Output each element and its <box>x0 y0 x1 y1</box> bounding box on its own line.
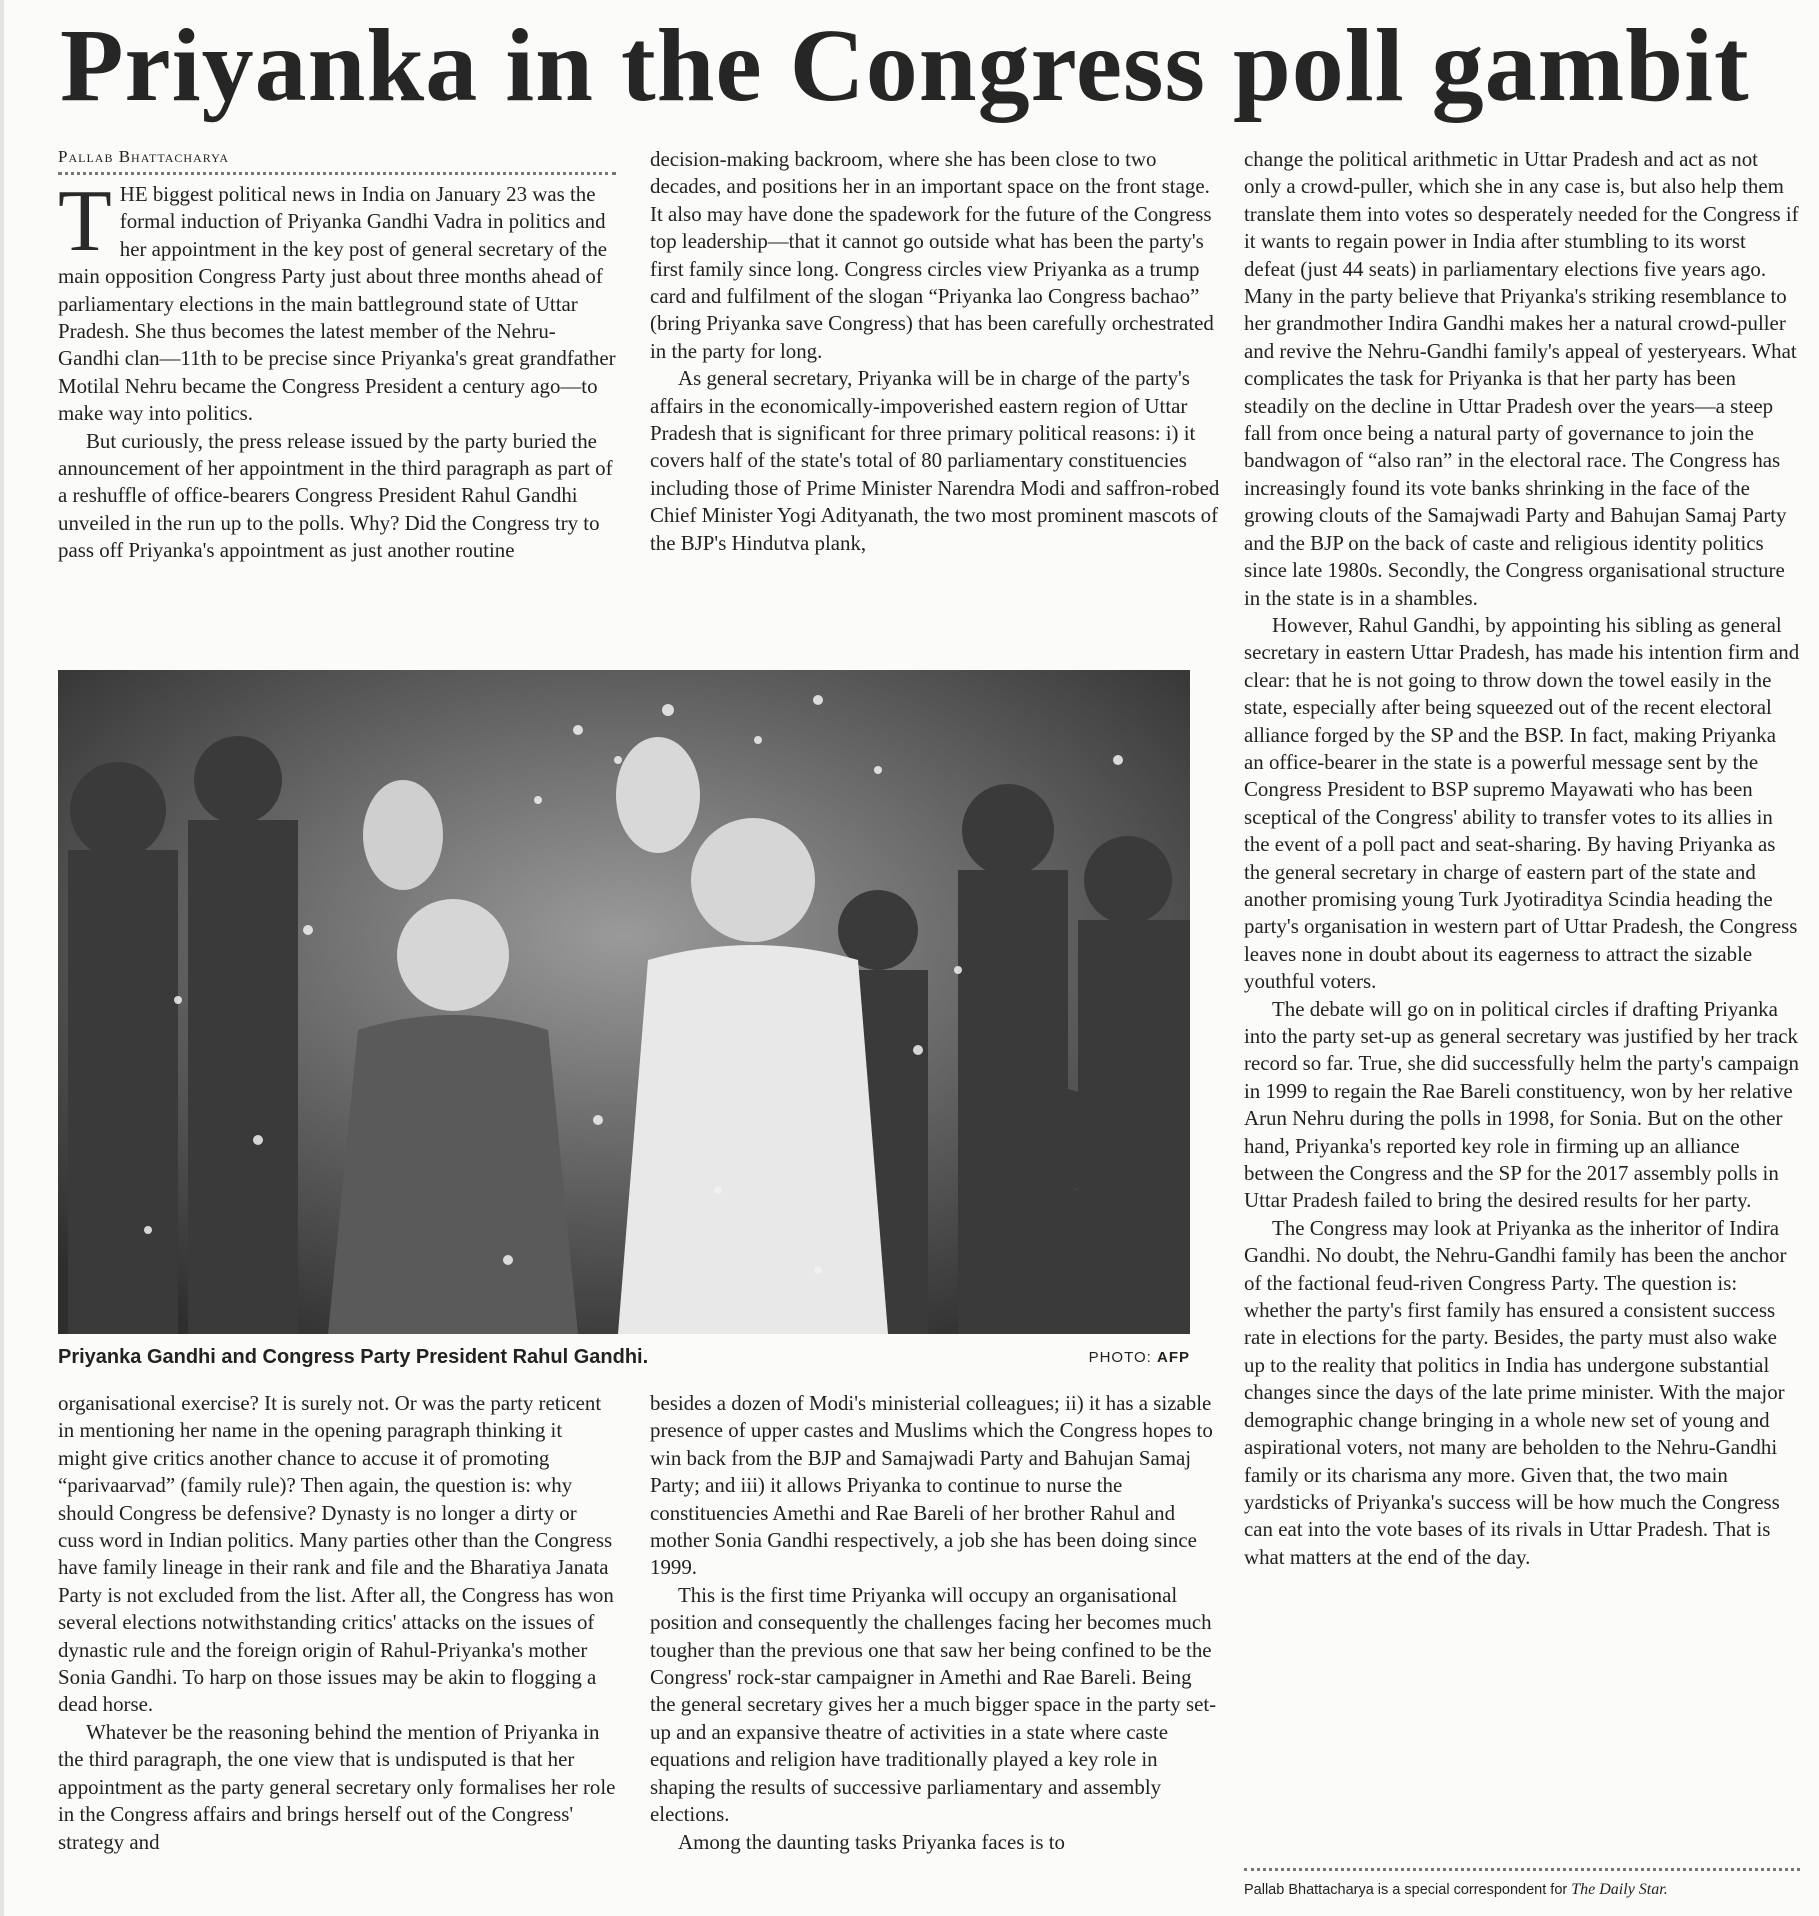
photo-illustration <box>58 670 1190 1334</box>
byline: Pallab Bhattacharya <box>58 146 616 175</box>
paragraph: decision-making backroom, where she has been close to two decades, and positions her in an important space on the front stage. It also may have done the spadework for the future of the Congress top leadership—that it cannot go outside what has been the party's first family since long. Congress circles view Priyanka as a trump card and fulfilment of the slogan “Priyanka lao Congress bachao” (bring Priyanka save Congress) that has been carefully orchestrated in the party for long. <box>650 147 1214 363</box>
paragraph: change the political arithmetic in Uttar Pradesh and act as not only a crowd-puller, which she in any case is, but also help them translate them into votes so desperately needed for the Congress if it wants to regain power in India after stumbling to its worst defeat (just 44 seats) in parliamentary elections five years ago. Many in the party believe that Priyanka's striking resemblance to her grandmother Indira Gandhi makes her a natural crowd-puller and revive the Nehru-Gandhi family's appeal of yesteryears. What complicates the task for Priyanka is that her party has been steadily on the decline in Uttar Pradesh over the years—a steep fall from once being a natural party of governance to join the bandwagon of “also ran” in the electoral race. The Congress has increasingly found its vote banks shrinking in the face of the growing clouts of the Samajwadi Party and Bahujan Samaj Party and the BJP on the back of caste and religious identity politics since late 1980s. Secondly, the Congress organisational structure in the state is in a shambles. <box>1244 147 1799 610</box>
article-column-4 <box>58 1390 616 1856</box>
paragraph: As general secretary, Priyanka will be in charge of the party's affairs in the economically-impoverished eastern region of Uttar Pradesh that is significant for three primary political reasons: i) it covers half of the state's total of 80 parliamentary constituencies including those of Prime Minister Narendra Modi and saffron-robed Chief Minister Yogi Adityanath, the two most prominent mascots of the BJP's Hindutva plank, <box>650 366 1220 555</box>
paragraph: organisational exercise? It is surely not. Or was the party reticent in mentioning her name in the opening paragraph thinking it might give critics another chance to accuse it of promoting “parivaarvad” (family rule)? Then again, the question is: why should Congress be defensive? Dynasty is no longer a dirty or cuss word in Indian politics. Many parties other than the Congress have family lineage in their rank and file and the Bharatiya Janata Party is not excluded from the list. After all, the Congress has won several elections notwithstanding critics' attacks on the issues of dynastic rule and the foreign origin of Rahul-Priyanka's mother Sonia Gandhi. To harp on those issues may be akin to flogging a dead horse. <box>58 1391 614 1717</box>
page-edge <box>0 0 4 1916</box>
article-column-3 <box>1244 146 1800 1571</box>
article-column-2 <box>650 146 1220 557</box>
headline: Priyanka in the Congress poll gambit <box>60 8 1750 123</box>
paragraph: besides a dozen of Modi's ministerial colleagues; ii) it has a sizable presence of upper castes and Muslims which the Congress hopes to win back from the BJP and Samajwadi Party and Bahujan Samaj Party; and iii) it allows Priyanka to continue to nurse the constituencies Amethi and Rae Bareli of her brother Rahul and mother Sonia Gandhi respectively, a job she has been doing since 1999. <box>650 1391 1213 1580</box>
news-photo <box>58 670 1190 1334</box>
author-footnote: Pallab Bhattacharya is a special correspondent for The Daily Star. <box>1244 1881 1668 1898</box>
paragraph: The Congress may look at Priyanka as the inheritor of Indira Gandhi. No doubt, the Nehru-Gandhi family has been the anchor of the factional feud-riven Congress Party. The question is: whether the party's first family has ensured a consistent success rate in elections for the party. Besides, the party must also wake up to the reality that politics in India has undergone substantial changes since the days of the late prime minister. With the major demographic change bringing in a whole new set of young and aspirational voters, not many are beholden to the Nehru-Gandhi family or its charisma any more. Given that, the two main yardsticks of Priyanka's success will be how much the Congress can eat into the vote bases of its rivals in Uttar Pradesh. That is what matters at the end of the day. <box>1244 1215 1787 1569</box>
paragraph: The debate will go on in political circles if drafting Priyanka into the party set-up as general secretary was justified by her track record so far. True, she did successfully helm the party's campaign in 1999 to regain the Rae Bareli constituency, won by her relative Arun Nehru during the polls in 1998, for Sonia. But on the other hand, Priyanka's reported key role in firming up an alliance between the Congress and the SP for the 2017 assembly polls in Uttar Pradesh failed to bring the desired results for her party. <box>1244 996 1799 1213</box>
article-column-5 <box>650 1390 1220 1856</box>
paragraph: THE biggest political news in India on January 23 was the formal induction of Priyanka Gandhi Vadra in politics and her appointment in the key post of general secretary of the main opposition Congress Party just about three months ahead of parliamentary elections in the main battleground state of Uttar Pradesh. She thus becomes the latest member of the Nehru-Gandhi clan—11th to be precise since Priyanka's great grandfather Motilal Nehru became the Congress President a century ago—to make way into politics. <box>58 173 616 426</box>
paragraph: But curiously, the press release issued by the party buried the announcement of her appointment in the third paragraph as part of a reshuffle of office-bearers Congress President Rahul Gandhi unveiled in the run up to the polls. Why? Did the Congress try to pass off Priyanka's appointment as just another routine <box>58 428 613 563</box>
photo-caption: Priyanka Gandhi and Congress Party President Rahul Gandhi. <box>58 1346 649 1368</box>
paragraph: Whatever be the reasoning behind the mention of Priyanka in the third paragraph, the one view that is undisputed is that her appointment as the party general secretary only formalises her role in the Congress affairs and brings herself out of the Congress' strategy and <box>58 1719 616 1854</box>
paragraph: This is the first time Priyanka will occupy an organisational position and consequently the challenges facing her becomes much tougher than the previous one that saw her being confined to be the Congress' rock-star campaigner in Amethi and Rae Bareli. Being the general secretary gives her a much bigger space in the party set-up and an expansive theatre of activities in a state where caste equations and religion have traditionally played a key role in shaping the results of successive parliamentary and assembly elections. <box>650 1582 1217 1827</box>
article-column-1 <box>58 146 616 565</box>
paragraph: Among the daunting tasks Priyanka faces is to <box>678 1829 1065 1854</box>
footer-divider <box>1244 1868 1800 1871</box>
drop-cap: T <box>58 173 112 270</box>
paragraph: However, Rahul Gandhi, by appointing his sibling as general secretary in eastern Uttar Pradesh, has made his intention firm and clear: that he is not going to throw down the towel easily in the state, especially after being squeezed out of the recent electoral alliance forged by the SP and the BSP. In fact, making Priyanka an office-bearer in the state is a powerful message sent by the Congress President to BSP supremo Mayawati who has been sceptical of the Congress' ability to transfer votes to its allies in the event of a poll pact and seat-sharing. By having Priyanka as the general secretary in charge of eastern part of the state and another promising young Turk Jyotiraditya Scindia heading the party's organisation in western part of Uttar Pradesh, the Congress leaves none in doubt about its eagerness to attract the sizable youthful voters. <box>1244 612 1800 994</box>
photo-credit: PHOTO: AFP <box>1088 1349 1190 1366</box>
